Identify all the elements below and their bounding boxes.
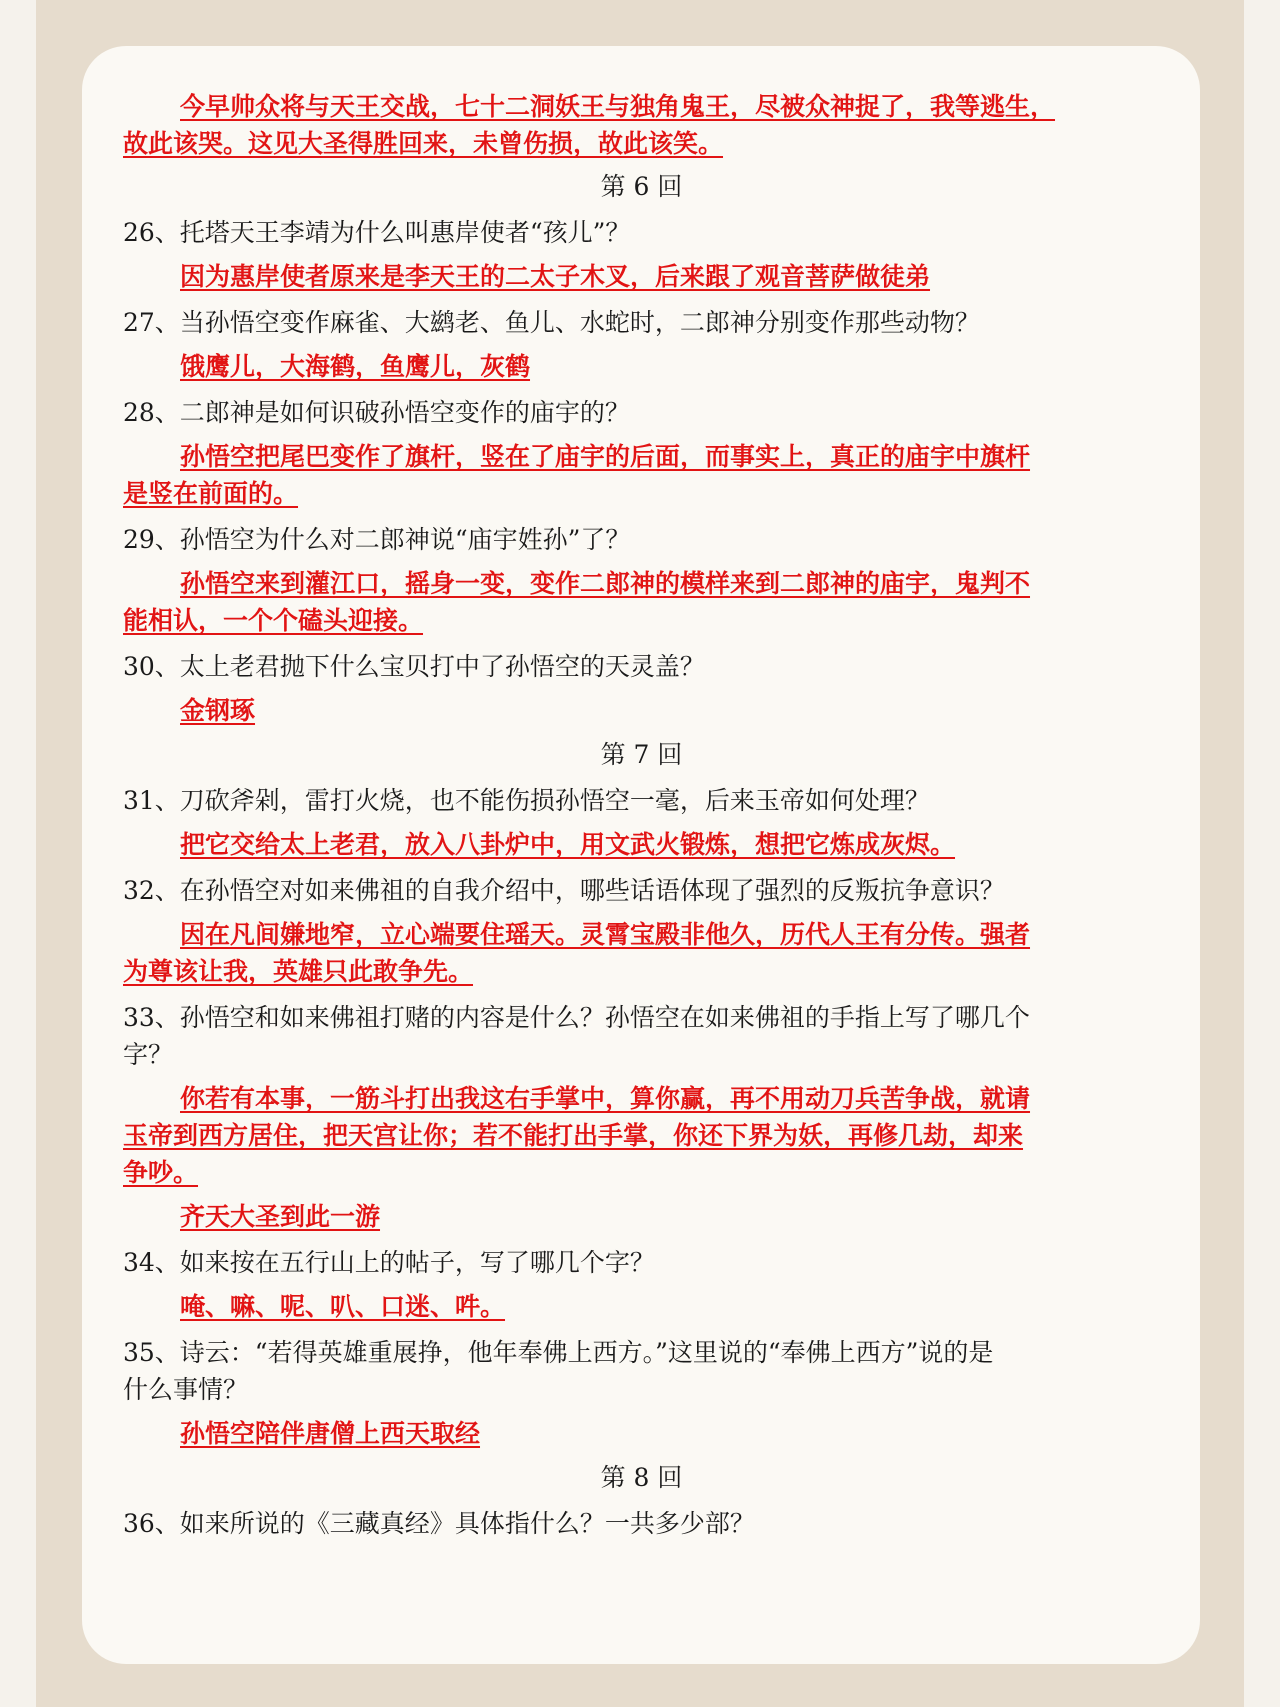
right-margin-band [1244, 0, 1280, 1707]
answer-text: 为尊该让我，英雄只此敢争先。 [123, 957, 474, 986]
question-text: 28、二郎神是如何识破孙悟空变作的庙宇的？ [123, 398, 630, 427]
answer-text: 是竖在前面的。 [123, 479, 299, 508]
chapter-heading: 第 6 回 [600, 172, 683, 201]
question-text: 31、刀砍斧剁，雷打火烧，也不能伤损孙悟空一毫，后来玉帝如何处理？ [123, 786, 930, 815]
answer-text: 故此该哭。这见大圣得胜回来，未曾伤损，故此该笑。 [123, 129, 724, 158]
question-text: 什么事情？ [123, 1375, 249, 1404]
answer-text: 饿鹰儿，大海鹤，鱼鹰儿，灰鹤 [180, 352, 531, 381]
question-text: 27、当孙悟空变作麻雀、大鹚老、鱼儿、水蛇时，二郎神分别变作那些动物？ [123, 308, 980, 337]
answer-text: 因在凡间嫌地窄，立心端要住瑶天。灵霄宝殿非他久，历代人王有分传。强者 [180, 920, 1031, 949]
answer-text: 因为惠岸使者原来是李天王的二太子木叉，后来跟了观音菩萨做徒弟 [180, 262, 931, 291]
question-text: 字？ [123, 1040, 174, 1069]
question-text: 32、在孙悟空对如来佛祖的自我介绍中，哪些话语体现了强烈的反叛抗争意识？ [123, 876, 1005, 905]
answer-text: 齐天大圣到此一游 [180, 1202, 381, 1231]
answer-text: 孙悟空陪伴唐僧上西天取经 [180, 1419, 481, 1448]
answer-text: 唵、嘛、呢、叭、口迷、吽。 [180, 1292, 506, 1321]
answer-text: 金钢琢 [180, 696, 256, 725]
answer-text: 把它交给太上老君，放入八卦炉中，用文武火锻炼，想把它炼成灰烬。 [180, 830, 956, 859]
question-text: 36、如来所说的《三藏真经》具体指什么？一共多少部？ [123, 1509, 755, 1538]
chapter-heading: 第 7 回 [600, 740, 683, 769]
answer-text: 玉帝到西方居住，把天宫让你；若不能打出手掌，你还下界为妖，再修几劫，却来 [123, 1121, 1024, 1150]
answer-text: 孙悟空来到灌江口，摇身一变，变作二郎神的模样来到二郎神的庙宇，鬼判不 [180, 569, 1031, 598]
qa-content [123, 88, 1160, 1542]
answer-text: 孙悟空把尾巴变作了旗杆，竖在了庙宇的后面，而事实上，真正的庙宇中旗杆 [180, 442, 1031, 471]
answer-text: 你若有本事，一筋斗打出我这右手掌中，算你赢，再不用动刀兵苦争战，就请 [180, 1084, 1031, 1113]
answer-text: 争吵。 [123, 1158, 199, 1187]
question-text: 26、托塔天王李靖为什么叫惠岸使者“孩儿”？ [123, 218, 631, 247]
chapter-heading: 第 8 回 [600, 1463, 683, 1492]
worksheet-page [82, 46, 1200, 1664]
question-text: 30、太上老君抛下什么宝贝打中了孙悟空的天灵盖？ [123, 652, 705, 681]
question-text: 33、孙悟空和如来佛祖打赌的内容是什么？孙悟空在如来佛祖的手指上写了哪几个 [123, 1003, 1030, 1032]
answer-text: 能相认，一个个磕头迎接。 [123, 606, 424, 635]
left-margin-band [0, 0, 36, 1707]
answer-text: 今早帅众将与天王交战，七十二洞妖王与独角鬼王，尽被众神捉了，我等逃生， [180, 92, 1056, 121]
question-text: 29、孙悟空为什么对二郎神说“庙宇姓孙”了？ [123, 525, 631, 554]
question-text: 34、如来按在五行山上的帖子，写了哪几个字？ [123, 1248, 655, 1277]
question-text: 35、诗云：“若得英雄重展挣，他年奉佛上西方。”这里说的“奉佛上西方”说的是 [123, 1338, 994, 1367]
